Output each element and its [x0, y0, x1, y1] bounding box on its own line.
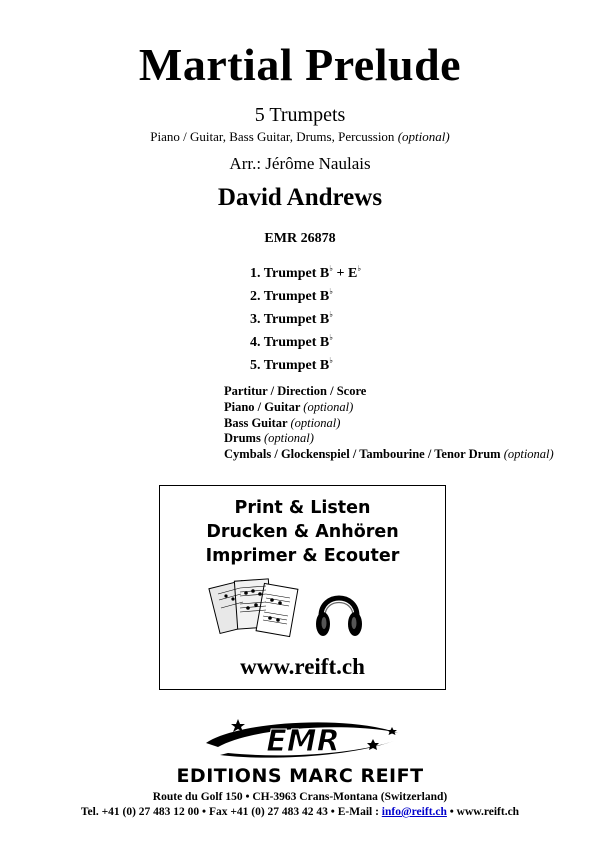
- flat-sign: ♭: [329, 356, 333, 365]
- score-item: [224, 431, 314, 446]
- score-item: [224, 384, 366, 399]
- contact-phone-fax: Tel. +41 (0) 27 483 12 00 • Fax +41 (0) 27 483 42 43 • E-Mail :: [80, 806, 382, 818]
- publisher-logo: [150, 713, 450, 788]
- instrumentation: Piano / Guitar, Bass Guitar, Drums, Percussion: [150, 129, 395, 144]
- promo-line-en: Print & Listen: [234, 498, 371, 518]
- part-label: 1. Trumpet B: [250, 266, 330, 281]
- part-label: 3. Trumpet B: [250, 312, 330, 327]
- composer: David Andrews: [217, 184, 383, 211]
- score-item: [224, 447, 554, 462]
- flat-sign: ♭: [329, 310, 333, 319]
- publisher-name: EDITIONS MARC REIFT: [176, 765, 424, 787]
- score-item-label: Partitur / Direction / Score: [224, 384, 367, 398]
- emr-logo-icon: [198, 713, 408, 765]
- score-item-label: Bass Guitar: [224, 416, 288, 430]
- flat-sign: ♭: [329, 264, 333, 273]
- headphones-icon: [313, 582, 365, 640]
- part-extra: + E: [333, 266, 358, 281]
- flat-sign: ♭: [357, 264, 362, 273]
- print-listen-box: [159, 485, 446, 690]
- part-item: [250, 310, 333, 328]
- score-item-note: (optional): [290, 416, 341, 430]
- subtitle: 5 Trumpets: [254, 104, 346, 126]
- part-item: [250, 333, 333, 351]
- score-item-label: Cymbals / Glockenspiel / Tambourine / Tenor Drum: [224, 447, 501, 461]
- sheet-music-icon: [208, 574, 303, 642]
- contact-website: • www.reift.ch: [446, 806, 520, 818]
- part-label: 5. Trumpet B: [250, 358, 330, 373]
- part-item: [250, 264, 361, 282]
- promo-line-fr: Imprimer & Ecouter: [205, 546, 400, 566]
- promo-line-de: Drucken & Anhören: [206, 522, 399, 542]
- publisher-address: Route du Golf 150 • CH-3963 Crans-Montana (Switzerland): [152, 791, 448, 803]
- arranger: Arr.: Jérôme Naulais: [229, 154, 371, 173]
- instrumentation-note: (optional): [397, 129, 450, 144]
- publisher-contact: [0, 806, 600, 818]
- flat-sign: ♭: [329, 287, 333, 296]
- catalog-number: EMR 26878: [264, 231, 336, 246]
- page-title: Martial Prelude: [138, 39, 462, 90]
- flat-sign: ♭: [329, 333, 333, 342]
- logo-text: EMR: [266, 724, 340, 759]
- email-link[interactable]: info@reift.ch: [381, 806, 447, 818]
- score-item: [224, 416, 340, 431]
- part-item: [250, 287, 333, 305]
- score-item-label: Piano / Guitar: [224, 400, 301, 414]
- score-item-label: Drums: [224, 431, 261, 445]
- score-item: [224, 400, 353, 415]
- part-label: 4. Trumpet B: [250, 335, 330, 350]
- score-item-note: (optional): [503, 447, 554, 461]
- instrumentation-line: [0, 129, 600, 145]
- score-item-note: (optional): [303, 400, 354, 414]
- part-label: 2. Trumpet B: [250, 289, 330, 304]
- part-item: [250, 356, 333, 374]
- score-item-note: (optional): [263, 431, 314, 445]
- promo-url[interactable]: www.reift.ch: [240, 654, 365, 679]
